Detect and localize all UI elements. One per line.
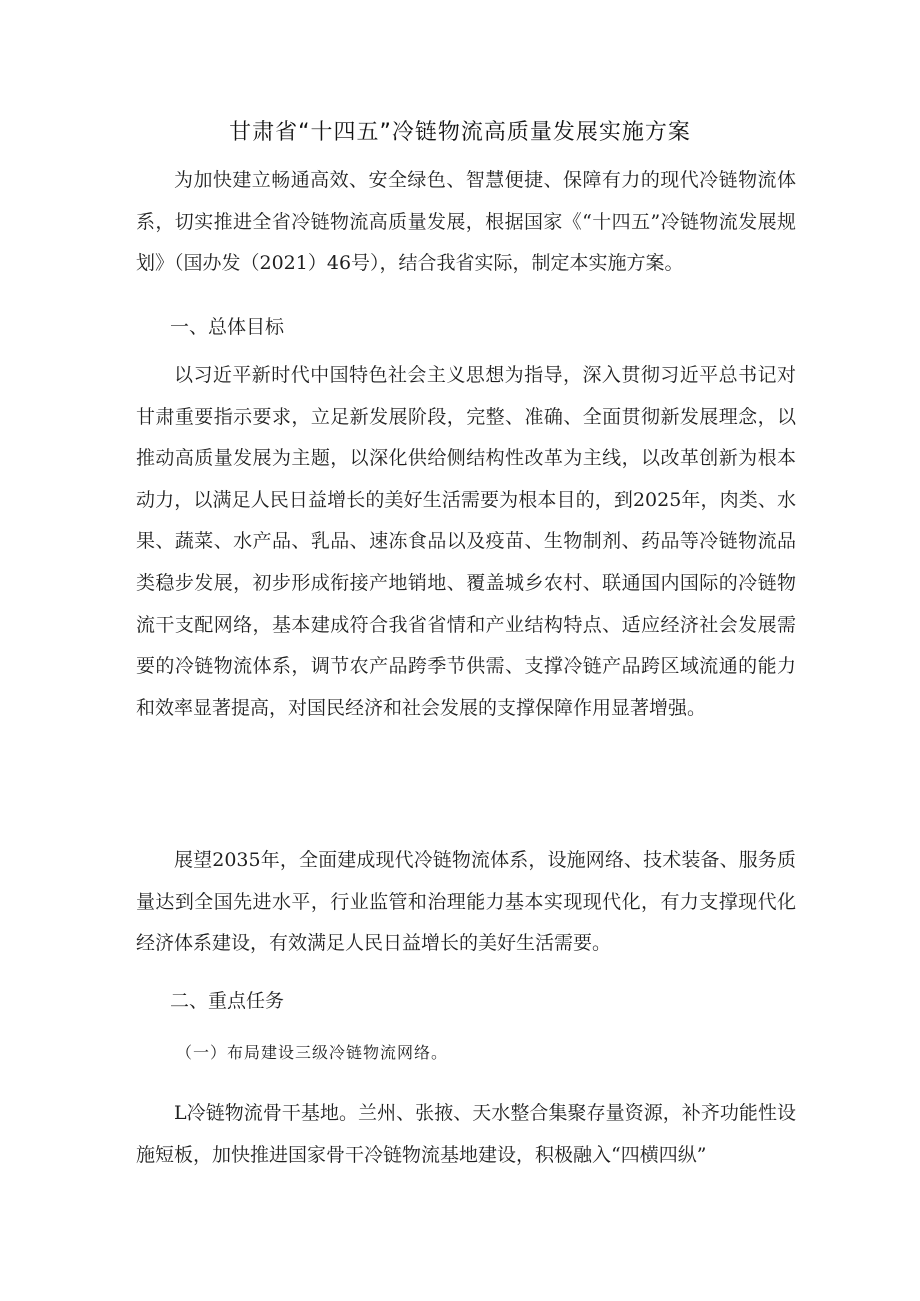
goals-paragraph: 以习近平新时代中国特色社会主义思想为指导，深入贯彻习近平总书记对甘肃重要指示要求，立足新发展阶段，完整、准确、全面贯彻新发展理念，以推动高质量发展为主题，以深化供给侧结构性改革为主线，以改革创新为根本动力，以满足人民日益增长的美好生活需要为根本目的，到2025年，肉类、水果、蔬菜、水产品、乳品、速冻食品以及疫苗、生物制剂、药品等冷链物流品类稳步发展，初步形成衔接产地销地、覆盖城乡农村、联通国内国际的冷链物流干支配网络，基本建成符合我省省情和产业结构特点、适应经济社会发展需要的冷链物流体系，调节农产品跨季节供需、支撑冷链产品跨区域流通的能力和效率显著提高，对国民经济和社会发展的支撑保障作用显著增强。 bbox=[136, 364, 796, 719]
intro-paragraph: 为加快建立畅通高效、安全绿色、智慧便捷、保障有力的现代冷链物流体系，切实推进全省冷链物流高质量发展，根据国家《“十四五”冷链物流发展规划》（国办发（2021）46号），结合我省实际，制定本实施方案。 bbox=[136, 169, 796, 275]
section-heading-key-tasks: 二、重点任务 bbox=[170, 990, 285, 1012]
outlook-paragraph: 展望2035年，全面建成现代冷链物流体系，设施网络、技术装备、服务质量达到全国先进水平，行业监管和治理能力基本实现现代化，有力支撑现代化经济体系建设，有效满足人民日益增长的美好生活需要。 bbox=[136, 849, 796, 955]
backbone-base-paragraph: L冷链物流骨干基地。兰州、张掖、天水整合集聚存量资源，补齐功能性设施短板，加快推进国家骨干冷链物流基地建设，积极融入“四横四纵” bbox=[136, 1102, 796, 1166]
section-heading-overall-goals: 一、总体目标 bbox=[170, 316, 285, 338]
subsection-heading-network: （一）布局建设三级冷链物流网络。 bbox=[176, 1043, 449, 1062]
document-title: 甘肃省“十四五”冷链物流高质量发展实施方案 bbox=[229, 120, 691, 145]
